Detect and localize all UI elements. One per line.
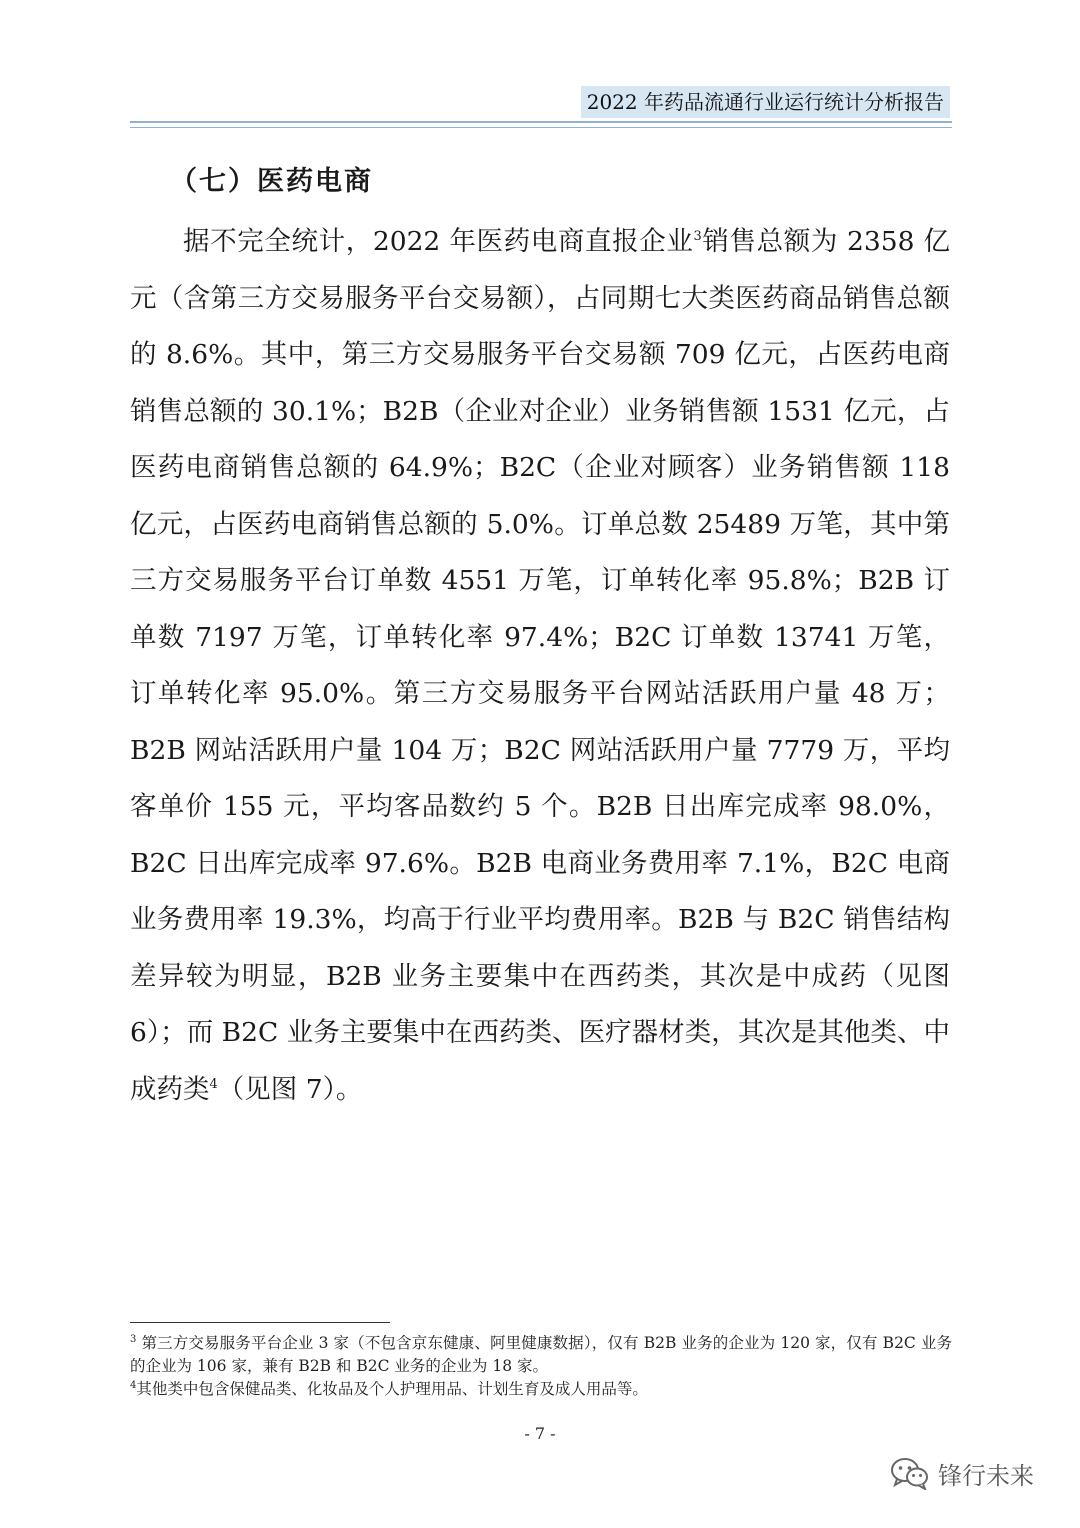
footnote-3-text: 第三方交易服务平台企业 3 家（不包含京东健康、阿里健康数据），仅有 B2B 业务的企业为 120 家，仅有 B2C 业务的企业为 106 家，兼有 B2B 和 B2C 业务的企业为 18 家。 [130, 1334, 952, 1375]
wechat-icon [890, 1456, 930, 1490]
watermark-text: 锋行未来 [938, 1461, 1034, 1490]
body-text-part-1: 据不完全统计，2022 年医药电商直报企业 [183, 226, 694, 257]
body-paragraph [130, 214, 950, 1118]
footnote-ref-4[interactable]: 4 [209, 1076, 218, 1092]
footnote-ref-3[interactable]: 3 [693, 229, 702, 245]
footnote-4-text: 其他类中包含保健品类、化妆品及个人护理用品、计划生育及成人用品等。 [136, 1380, 648, 1398]
body-text-part-2: 销售总额为 2358 亿元（含第三方交易服务平台交易额），占同期七大类医药商品销售总额的 8.6%。其中，第三方交易服务平台交易额 709 亿元，占医药电商销售总额的 30.1%；B2B（企业对企业）业务销售额 1531 亿元，占医药电商销售总额的 64.9%；B2C（企业对顾客）业务销售额 118 亿元，占医药电商销售总额的 5.0%。订单总数 25489 万笔，其中第三方交易服务平台订单数 4551 万笔，订单转化率 95.8%；B2B 订单数 7197 万笔，订单转化率 97.4%；B2C 订单数 13741 万笔，订单转化率 95.0%。第三方交易服务平台网站活跃用户量 48 万；B2B 网站活跃用户量 104 万；B2C 网站活跃用户量 7779 万，平均客单价 155 元，平均客品数约 5 个。B2B 日出库完成率 98.0%，B2C 日出库完成率 97.6%。B2B 电商业务费用率 7.1%，B2C 电商业务费用率 19.3%，均高于行业平均费用率。B2B 与 B2C 销售结构差异较为明显，B2B 业务主要集中在西药类，其次是中成药（见图 6）；而 B2C 业务主要集中在西药类、医疗器材类，其次是其他类、中成药类 [130, 226, 950, 1105]
page-number: - 7 - [524, 1424, 556, 1443]
running-header: 2022 年药品流通行业运行统计分析报告 [581, 86, 950, 118]
header-rule-thin [130, 127, 952, 128]
footnote-4 [130, 1378, 952, 1401]
footnote-3 [130, 1332, 952, 1378]
footnote-4-mark: 4 [130, 1379, 137, 1391]
section-heading: （七）医药电商 [170, 166, 373, 197]
watermark [890, 1452, 1034, 1494]
footnote-separator [130, 1322, 390, 1323]
body-text-part-3: （见图 7）。 [217, 1073, 363, 1105]
footnotes [130, 1332, 952, 1401]
header-rule [130, 121, 952, 123]
footnote-3-mark: 3 [130, 1333, 137, 1345]
